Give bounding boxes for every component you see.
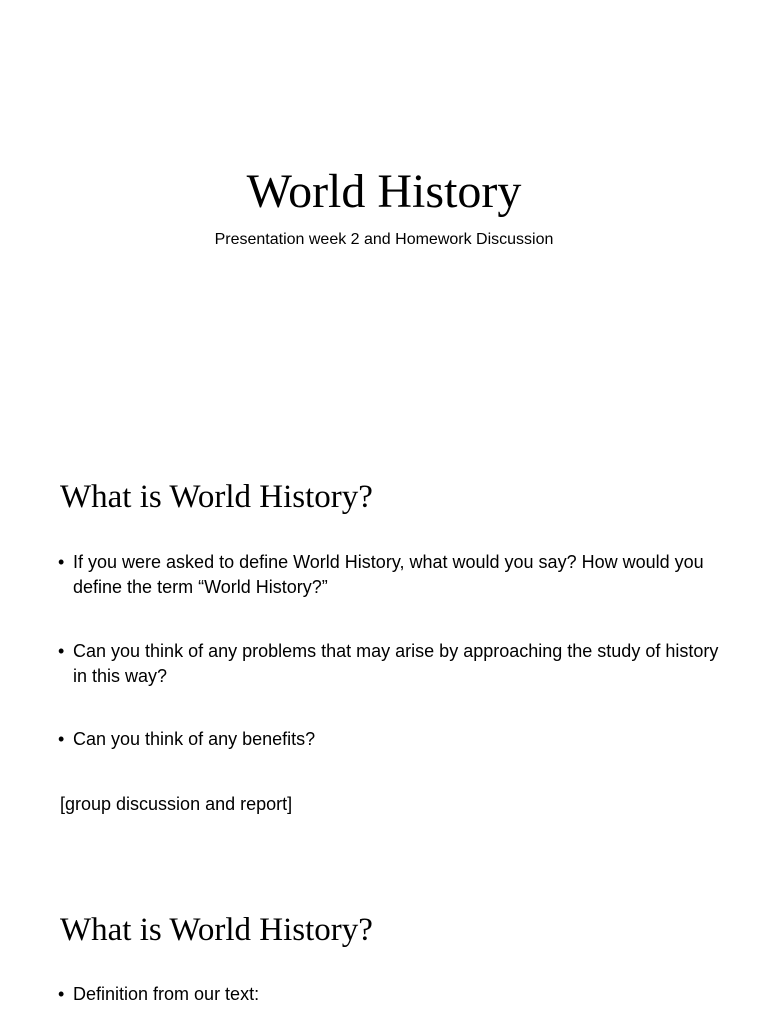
title-slide [0, 0, 768, 432]
definition-slide [0, 864, 768, 1024]
bullet-text: Definition from our text: [73, 984, 260, 1004]
bullet-icon: • [58, 552, 65, 572]
bullet-icon: • [58, 729, 65, 749]
bullet-item [58, 550, 733, 600]
bullet-item [58, 982, 733, 1007]
bullet-icon: • [58, 984, 65, 1004]
discussion-slide [0, 432, 768, 864]
activity-note: [group discussion and report] [60, 794, 293, 814]
bullet-text: Can you think of any benefits? [73, 729, 316, 749]
slide-heading: What is World History? [60, 912, 373, 948]
bullet-item [58, 727, 733, 752]
presentation-title: World History [246, 165, 522, 218]
bullet-text: Can you think of any problems that may arise by approaching the study of history in this way? [73, 641, 719, 686]
bullet-text: If you were asked to define World History, what would you say? How would you define the term “World History?” [73, 552, 704, 597]
presentation-subtitle: Presentation week 2 and Homework Discussion [214, 231, 554, 248]
slide-heading: What is World History? [60, 479, 373, 515]
bullet-icon: • [58, 641, 65, 661]
bullet-item [58, 639, 733, 689]
